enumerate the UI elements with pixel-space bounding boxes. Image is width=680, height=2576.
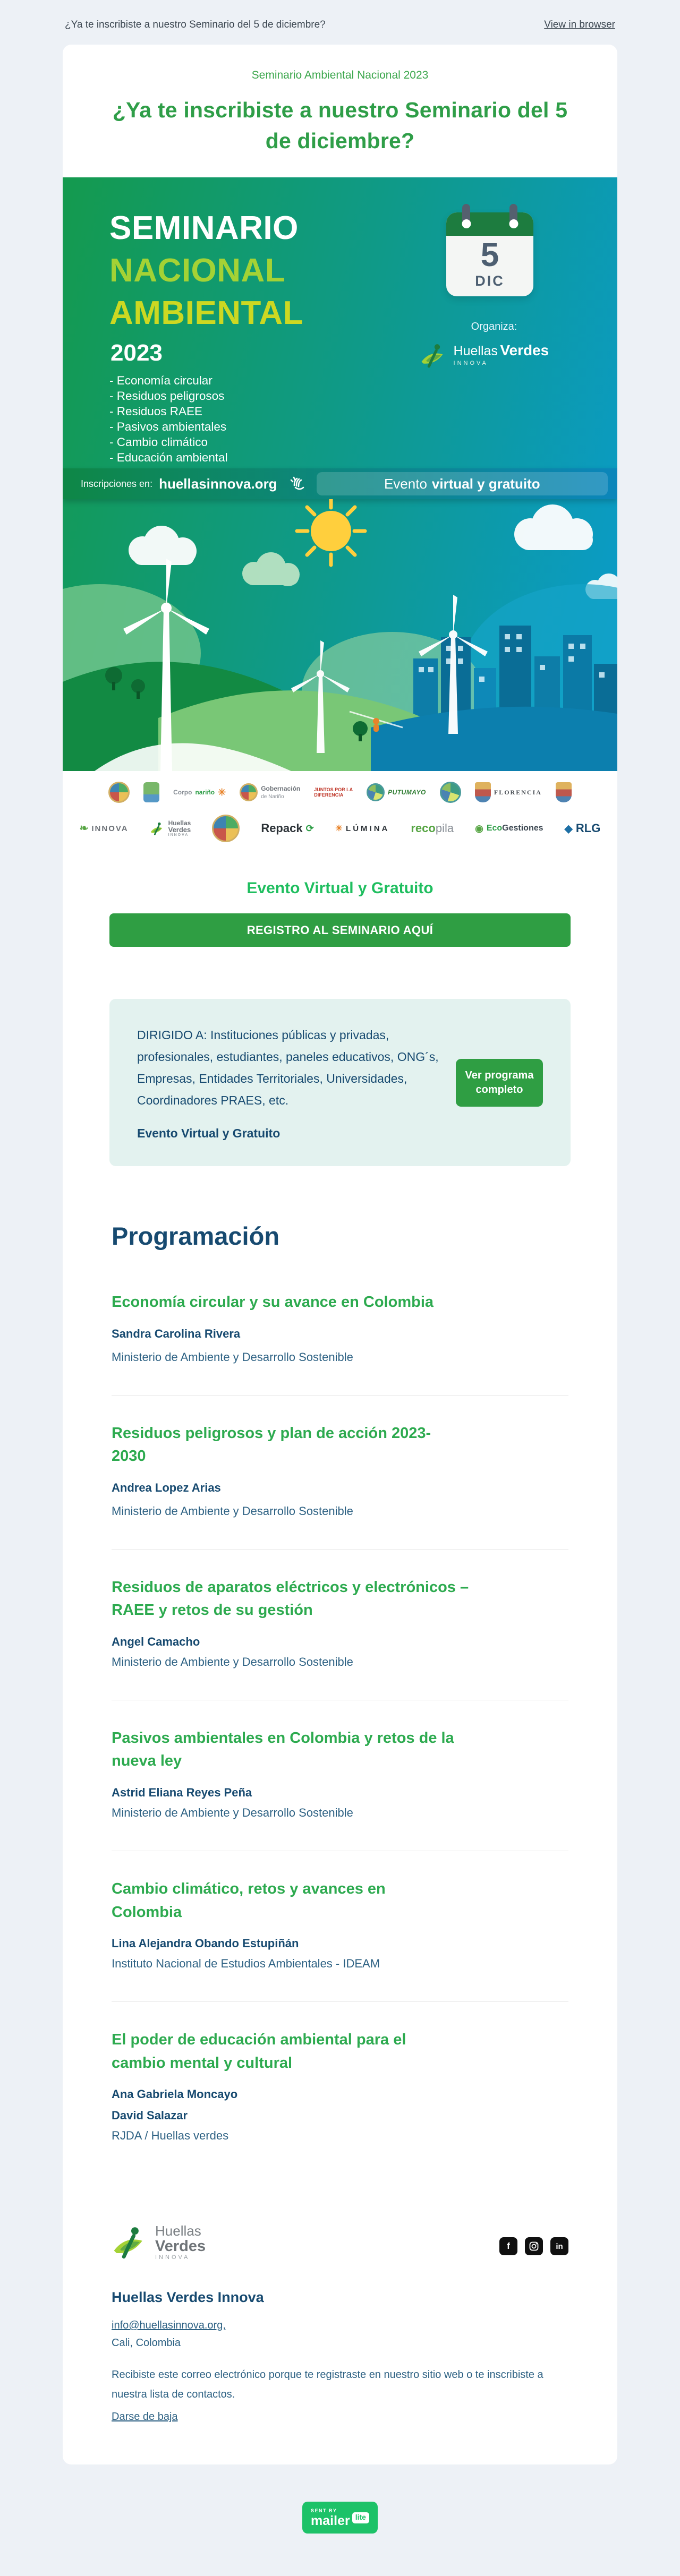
sponsor-putumayo-logo: PUTUMAYO	[367, 783, 426, 801]
brand-line3: INNOVA	[453, 360, 488, 367]
sponsor-repack-logo: Repack ⟳	[261, 821, 314, 835]
diamond-icon: ◆	[564, 823, 573, 835]
page-title: ¿Ya te inscribiste a nuestro Seminario del 5 de diciembre?	[112, 98, 568, 153]
session-speaker: Sandra Carolina Rivera	[112, 1326, 241, 1340]
calendar-ring-icon	[462, 204, 470, 224]
leaf-person-icon	[112, 2222, 151, 2262]
eco-circle-icon: ◉	[475, 823, 483, 834]
calendar-day: 5	[480, 237, 499, 274]
event-tag-bold: virtual y gratuito	[431, 475, 540, 492]
sponsor-escudo-logo	[556, 782, 572, 802]
hero-banner	[63, 177, 617, 771]
sponsor-huellas-verdes-logo: Huellas Verdes INNOVA	[150, 820, 191, 837]
email-preheader	[63, 0, 617, 45]
session-item	[112, 1550, 568, 1700]
sponsor-juntos-logo: JUNTOS POR LA DIFERENCIA	[314, 787, 353, 798]
sponsor-green-logo	[143, 782, 159, 802]
session-item	[112, 1851, 568, 2001]
sponsors-section	[63, 771, 617, 849]
session-item	[112, 1264, 568, 1395]
session-item	[112, 1396, 568, 1549]
preheader-subject: ¿Ya te inscribiste a nuestro Seminario del 5 de diciembre?	[65, 19, 326, 30]
organizer-label: Organiza:	[471, 321, 517, 333]
sponsor-recopila-logo: recopila	[411, 821, 454, 835]
registration-label: Inscripciones en:	[81, 478, 153, 489]
cta-section	[63, 879, 617, 947]
topic-item: - Economía circular	[109, 374, 212, 388]
sponsor-florencia-logo: FLORENCIA	[475, 782, 542, 802]
hummingbird-icon: ❧	[79, 823, 89, 835]
session-organization: Ministerio de Ambiente y Desarrollo Sostenible	[112, 1504, 353, 1518]
hero-year: 2023	[110, 340, 163, 366]
event-tag	[317, 472, 608, 495]
mailer-brand-text: mailer	[311, 2513, 350, 2529]
view-in-browser-link[interactable]: View in browser	[544, 19, 615, 30]
sponsor-corponarino-logo: Corpo nariño ✳	[173, 786, 226, 798]
calendar-month: DIC	[475, 273, 505, 289]
footer-location: Cali, Colombia	[112, 2337, 181, 2349]
email-footer	[63, 2173, 617, 2464]
program-section	[63, 1221, 617, 2173]
sponsor-innova-logo: ❧ INNOVA	[79, 823, 129, 835]
sponsor-amazonia-seal-logo	[440, 782, 461, 803]
footer-email-link[interactable]: info@huellasinnova.org,	[112, 2320, 226, 2332]
topic-item: - Cambio climático	[109, 435, 208, 449]
sent-by-label: SENT BY	[311, 2508, 337, 2514]
session-title: Economía circular y su avance en Colombia	[112, 1294, 434, 1311]
calendar-header	[446, 212, 533, 236]
brand-line2: Verdes	[500, 342, 549, 359]
instagram-icon[interactable]	[525, 2237, 543, 2255]
hero-title-line3: AMBIENTAL	[109, 295, 303, 332]
topic-item: - Educación ambiental	[109, 451, 228, 465]
leaf-person-icon	[150, 820, 166, 836]
sponsor-ecogestiones-logo: ◉ EcoGestiones	[475, 823, 543, 834]
footer-brand-name: Huellas Verdes Innova	[112, 2289, 264, 2306]
cloud	[129, 526, 197, 565]
registration-bar	[63, 468, 617, 499]
session-organization: Ministerio de Ambiente y Desarrollo Sostenible	[112, 1350, 353, 1364]
calendar-icon	[446, 212, 533, 296]
calendar-ring-icon	[509, 204, 517, 224]
session-organization: RJDA / Huellas verdes	[112, 2129, 229, 2143]
hero-illustration	[63, 499, 617, 771]
huellas-verdes-footer-logo	[112, 2222, 206, 2262]
social-links	[499, 2237, 568, 2255]
lite-bubble: lite	[352, 2512, 369, 2523]
facebook-icon[interactable]: f	[499, 2237, 517, 2255]
sponsor-planet-seal-logo	[212, 815, 240, 842]
session-speaker: Astrid Eliana Reyes Peña	[112, 1785, 252, 1799]
session-speaker: Andrea Lopez Arias	[112, 1480, 221, 1494]
cloud	[242, 552, 300, 586]
brand-line1: Huellas	[453, 344, 498, 359]
session-title: Pasivos ambientales en Colombia y retos de la nueva ley	[112, 1729, 454, 1770]
huellas-verdes-logo	[420, 338, 568, 372]
register-button[interactable]: REGISTRO AL SEMINARIO AQUÍ	[109, 913, 571, 947]
session-item	[112, 1700, 568, 1851]
cta-heading: Evento Virtual y Gratuito	[246, 879, 434, 897]
recycle-arrow-icon: ⟳	[305, 823, 314, 834]
session-speaker: Lina Alejandra Obando Estupiñán	[112, 1937, 299, 1950]
footer-top-row	[112, 2222, 568, 2262]
footer-permission-text: Recibiste este correo electrónico porque te registraste en nuestro sitio web o te inscribiste a nuestra lista de contactos.	[112, 2369, 543, 2401]
registration-site: huellasinnova.org	[159, 475, 277, 492]
organizer-brand-text	[454, 343, 568, 367]
sent-badge-area	[0, 2464, 680, 2576]
sun-icon	[297, 499, 365, 565]
session-organization: Instituto Nacional de Estudios Ambientales - IDEAM	[112, 1957, 380, 1971]
audience-text-block	[137, 1024, 456, 1141]
session-item	[112, 2002, 568, 2173]
session-organization: Ministerio de Ambiente y Desarrollo Sostenible	[112, 1655, 353, 1668]
linkedin-icon[interactable]: in	[550, 2237, 568, 2255]
topic-item: - Residuos peligrosos	[109, 389, 225, 403]
eyebrow-title: Seminario Ambiental Nacional 2023	[251, 69, 429, 81]
unsubscribe-link[interactable]: Darse de baja	[112, 2411, 178, 2423]
session-speaker: David Salazar	[112, 2109, 188, 2123]
session-list	[112, 1264, 568, 2173]
hero-title	[109, 207, 303, 335]
event-tag-light: Evento	[384, 475, 427, 492]
clapping-hands-icon	[289, 475, 307, 493]
email-body-card	[63, 45, 617, 2464]
session-speaker: Angel Camacho	[112, 1634, 200, 1648]
email-header	[63, 45, 617, 177]
audience-description: DIRIGIDO A: Instituciones públicas y privadas, profesionales, estudiantes, paneles educativos, ONG´s, Empresas, Entidades Territoriales, Universidades, Coordinadores PRAES, etc.	[137, 1028, 439, 1108]
sponsor-lumina-logo: ☀ LÚMINA	[335, 824, 390, 834]
footer-logo-text: Huellas Verdes INNOVA	[155, 2222, 206, 2261]
session-organization: Ministerio de Ambiente y Desarrollo Sostenible	[112, 1806, 353, 1820]
program-heading: Programación	[112, 1222, 280, 1251]
hero-title-line2: NACIONAL	[109, 252, 286, 289]
cloud	[514, 504, 593, 550]
sponsor-rlg-logo: ◆ RLG	[564, 821, 601, 835]
session-title: Cambio climático, retos y avances en Colombia	[112, 1880, 386, 1921]
session-speaker: Ana Gabriela Moncayo	[112, 2087, 238, 2101]
audience-highlight: Evento Virtual y Gratuito	[137, 1126, 280, 1141]
topic-item: - Pasivos ambientales	[109, 420, 227, 434]
view-program-button[interactable]: Ver programa completo	[456, 1059, 543, 1107]
topic-item: - Residuos RAEE	[109, 405, 203, 418]
session-title: Residuos peligrosos y plan de acción 2023- 2030	[112, 1424, 431, 1465]
tree-icon: ✳	[218, 786, 226, 798]
session-title: El poder de educación ambiental para el cambio mental y cultural	[112, 2031, 406, 2072]
organizer-block	[420, 321, 568, 375]
sponsor-gobernacion-narino-logo: Gobernación de Nariño	[240, 783, 300, 801]
hero-topic-list	[109, 373, 228, 465]
sponsor-row-1	[76, 782, 604, 803]
session-title: Residuos de aparatos eléctricos y electrónicos – RAEE y retos de su gestión	[112, 1578, 469, 1619]
bulb-icon: ☀	[335, 824, 343, 834]
sponsor-seal-logo	[108, 782, 130, 803]
sponsor-row-2	[76, 815, 604, 842]
audience-box	[109, 999, 571, 1166]
hero-title-line1: SEMINARIO	[109, 210, 299, 247]
leaf-person-icon	[420, 338, 449, 372]
mailerlite-badge[interactable]	[302, 2502, 378, 2534]
